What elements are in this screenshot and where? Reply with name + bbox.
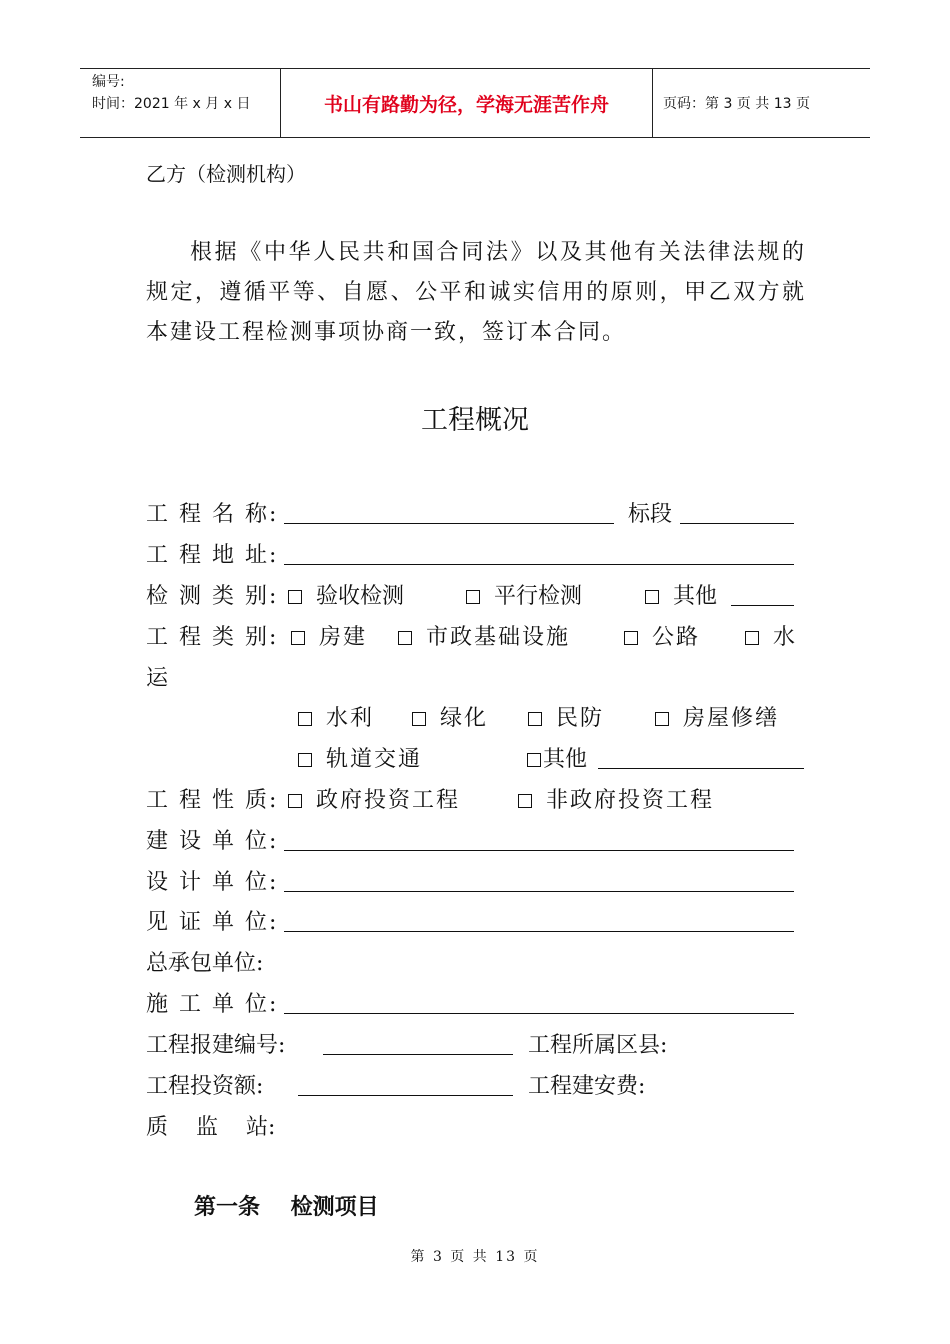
test-type-other-field[interactable] xyxy=(731,605,794,606)
project-type-option-housing[interactable]: 房建 xyxy=(291,620,367,651)
header-page-info: 页码：第 3 页 共 13 页 xyxy=(663,96,810,112)
build-unit-field[interactable] xyxy=(284,850,794,851)
project-type-option-greening[interactable]: 绿化 xyxy=(412,701,488,732)
report-no-label: 工程报建编号: xyxy=(146,1033,286,1058)
project-type-label: 工 程 类 别: xyxy=(146,625,279,650)
project-nature-option-government[interactable]: 政府投资工程 xyxy=(288,783,460,814)
project-name-label: 工 程 名 称: xyxy=(146,502,279,527)
install-cost-label: 工程建安费: xyxy=(528,1074,646,1099)
project-type-option-water-transport[interactable]: 水 xyxy=(745,620,795,651)
section-label: 标段 xyxy=(628,502,673,527)
checkbox-icon xyxy=(288,794,302,808)
checkbox-icon xyxy=(298,712,312,726)
quality-station-label: 质 监 站: xyxy=(146,1115,276,1140)
project-address-field[interactable] xyxy=(284,564,794,565)
project-type-wrap-text: 运 xyxy=(146,666,169,691)
district-label: 工程所属区县: xyxy=(528,1033,668,1058)
test-type-option-parallel[interactable]: 平行检测 xyxy=(466,579,582,610)
checkbox-icon xyxy=(624,631,638,645)
party-b-label: 乙方（检测机构） xyxy=(146,162,306,186)
project-name-field[interactable] xyxy=(284,523,614,524)
page-footer: 第 3 页 共 13 页 xyxy=(410,1249,540,1265)
checkbox-icon xyxy=(745,631,759,645)
investment-label: 工程投资额: xyxy=(146,1074,264,1099)
article-1-heading: 第一条 检测项目 xyxy=(194,1195,379,1220)
checkbox-icon xyxy=(412,712,426,726)
project-type-option-building-repair[interactable]: 房屋修缮 xyxy=(655,701,779,732)
report-no-field[interactable] xyxy=(323,1054,513,1055)
witness-unit-label: 见 证 单 位: xyxy=(146,910,279,935)
construction-unit-field[interactable] xyxy=(284,1013,794,1014)
code-label: 编号: xyxy=(92,74,125,90)
project-type-option-water-conservancy[interactable]: 水利 xyxy=(298,701,374,732)
project-nature-label: 工 程 性 质: xyxy=(146,788,279,813)
general-contractor-label: 总承包单位: xyxy=(146,951,264,976)
witness-unit-field[interactable] xyxy=(284,931,794,932)
checkbox-icon xyxy=(518,794,532,808)
checkbox-icon xyxy=(288,590,302,604)
project-type-option-municipal[interactable]: 市政基础设施 xyxy=(398,620,570,651)
construction-unit-label: 施 工 单 位: xyxy=(146,992,279,1017)
checkbox-icon xyxy=(655,712,669,726)
intro-paragraph: 根据《中华人民共和国合同法》以及其他有关法律法规的规定，遵循平等、自愿、公平和诚实信用的原则，甲乙双方就本建设工程检测事项协商一致，签订本合同。 xyxy=(146,240,806,345)
test-type-label: 检 测 类 别: xyxy=(146,584,279,609)
project-type-option-rail-transit[interactable]: 轨道交通 xyxy=(298,742,422,773)
checkbox-icon xyxy=(298,753,312,767)
checkbox-icon xyxy=(466,590,480,604)
project-type-other-field[interactable] xyxy=(598,768,804,769)
checkbox-icon xyxy=(527,753,541,767)
checkbox-icon xyxy=(398,631,412,645)
header-left-cell xyxy=(80,69,281,137)
header-motto: 书山有路勤为径，学海无涯苦作舟 xyxy=(281,69,653,137)
project-address-label: 工 程 地 址: xyxy=(146,543,279,568)
design-unit-label: 设 计 单 位: xyxy=(146,870,279,895)
checkbox-icon xyxy=(291,631,305,645)
checkbox-icon xyxy=(645,590,659,604)
test-type-option-other[interactable]: 其他 xyxy=(645,579,717,610)
test-type-option-acceptance[interactable]: 验收检测 xyxy=(288,579,404,610)
build-unit-label: 建 设 单 位: xyxy=(146,829,279,854)
project-type-option-civil-defense[interactable]: 民防 xyxy=(528,701,604,732)
section-title: 工程概况 xyxy=(421,405,529,436)
checkbox-icon xyxy=(528,712,542,726)
project-type-option-highway[interactable]: 公路 xyxy=(624,620,700,651)
section-field[interactable] xyxy=(680,523,794,524)
design-unit-field[interactable] xyxy=(284,891,794,892)
project-nature-option-non-government[interactable]: 非政府投资工程 xyxy=(518,783,714,814)
investment-field[interactable] xyxy=(298,1095,513,1096)
page-header xyxy=(80,68,870,138)
project-type-option-other[interactable]: 其他 xyxy=(527,742,587,773)
time-label: 时间：2021 年 x 月 x 日 xyxy=(92,96,251,112)
